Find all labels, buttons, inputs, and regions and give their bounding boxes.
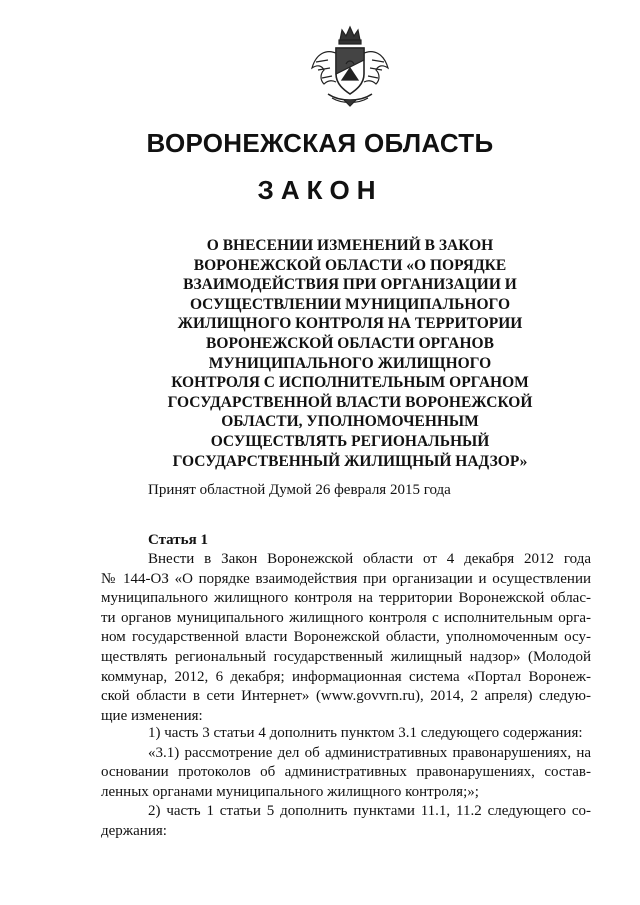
law-title-line: КОНТРОЛЯ С ИСПОЛНИТЕЛЬНЫМ ОРГАНОМ xyxy=(171,374,529,392)
body-line: щие изменения: xyxy=(101,707,203,724)
law-title-line: ОСУЩЕСТВЛЕНИИ МУНИЦИПАЛЬНОГО xyxy=(189,295,511,313)
coat-of-arms-icon xyxy=(308,24,392,108)
law-title-line: ГОСУДАРСТВЕННЫЙ ЖИЛИЩНЫЙ НАДЗОР» xyxy=(172,452,528,470)
item-line: 1) часть 3 статьи 4 дополнить пунктом 3.1 следующего содержания: xyxy=(148,725,583,741)
body-line: ти органов муниципального жилищного контроля с исполнительным орга- xyxy=(101,609,591,626)
law-title-line: О ВНЕСЕНИИ ИЗМЕНЕНИЙ В ЗАКОН xyxy=(206,237,494,254)
law-title-line: ОСУЩЕСТВЛЯТЬ РЕГИОНАЛЬНЫЙ xyxy=(210,432,490,450)
law-title-line: МУНИЦИПАЛЬНОГО ЖИЛИЩНОГО xyxy=(208,354,492,372)
body-line: ществлять региональный государственный жилищный надзор» (Молодой xyxy=(101,648,591,665)
body-line: № 144-ОЗ «О порядке взаимодействия при организации и осуществлении xyxy=(101,570,591,587)
document-type: ЗАКОН xyxy=(257,175,383,205)
law-title-line: ЖИЛИЩНОГО КОНТРОЛЯ НА ТЕРРИТОРИИ xyxy=(177,315,523,333)
item-quote-line: основании протоколов об административных правонарушениях, состав- xyxy=(101,764,591,781)
body-line: Внести в Закон Воронежской области от 4 декабря 2012 года xyxy=(148,551,591,567)
law-title-line: ОБЛАСТИ, УПОЛНОМОЧЕННЫМ xyxy=(221,413,479,431)
body-line: коммунар, 2012, 6 декабря; информационная система «Портал Воронеж- xyxy=(101,668,591,685)
item-quote-line: «3.1) рассмотрение дел об административных правонарушениях, на xyxy=(148,744,591,761)
law-title-line: ВОРОНЕЖСКОЙ ОБЛАСТИ «О ПОРЯДКЕ xyxy=(193,256,507,274)
item-line: 2) часть 1 статьи 5 дополнить пунктами 11.1, 11.2 следующего со- xyxy=(148,803,591,820)
law-title-line: ВОРОНЕЖСКОЙ ОБЛАСТИ ОРГАНОВ xyxy=(206,334,494,352)
article-items xyxy=(101,724,591,842)
body-line: ской области в сети Интернет» (www.govvrn.ru), 2014, 2 апреля) следую- xyxy=(101,688,591,705)
adoption-date: Принят областной Думой 26 февраля 2015 года xyxy=(148,482,451,498)
item-line: держания: xyxy=(101,822,167,839)
law-title-line: ВЗАИМОДЕЙСТВИЯ ПРИ ОРГАНИЗАЦИИ И xyxy=(183,276,517,294)
region-name: ВОРОНЕЖСКАЯ ОБЛАСТЬ xyxy=(146,128,494,158)
law-title-line: ГОСУДАРСТВЕННОЙ ВЛАСТИ ВОРОНЕЖСКОЙ xyxy=(167,393,533,411)
law-title xyxy=(130,236,570,471)
body-line: ном государственной власти Воронежской области, уполномоченным осу- xyxy=(101,629,591,646)
body-line: муниципального жилищного контроля на территории Воронежской облас- xyxy=(101,590,591,607)
item-quote-line: ленных органами муниципального жилищного контроля;»; xyxy=(101,783,479,800)
article-heading: Статья 1 xyxy=(148,532,208,548)
article-body xyxy=(101,550,591,726)
